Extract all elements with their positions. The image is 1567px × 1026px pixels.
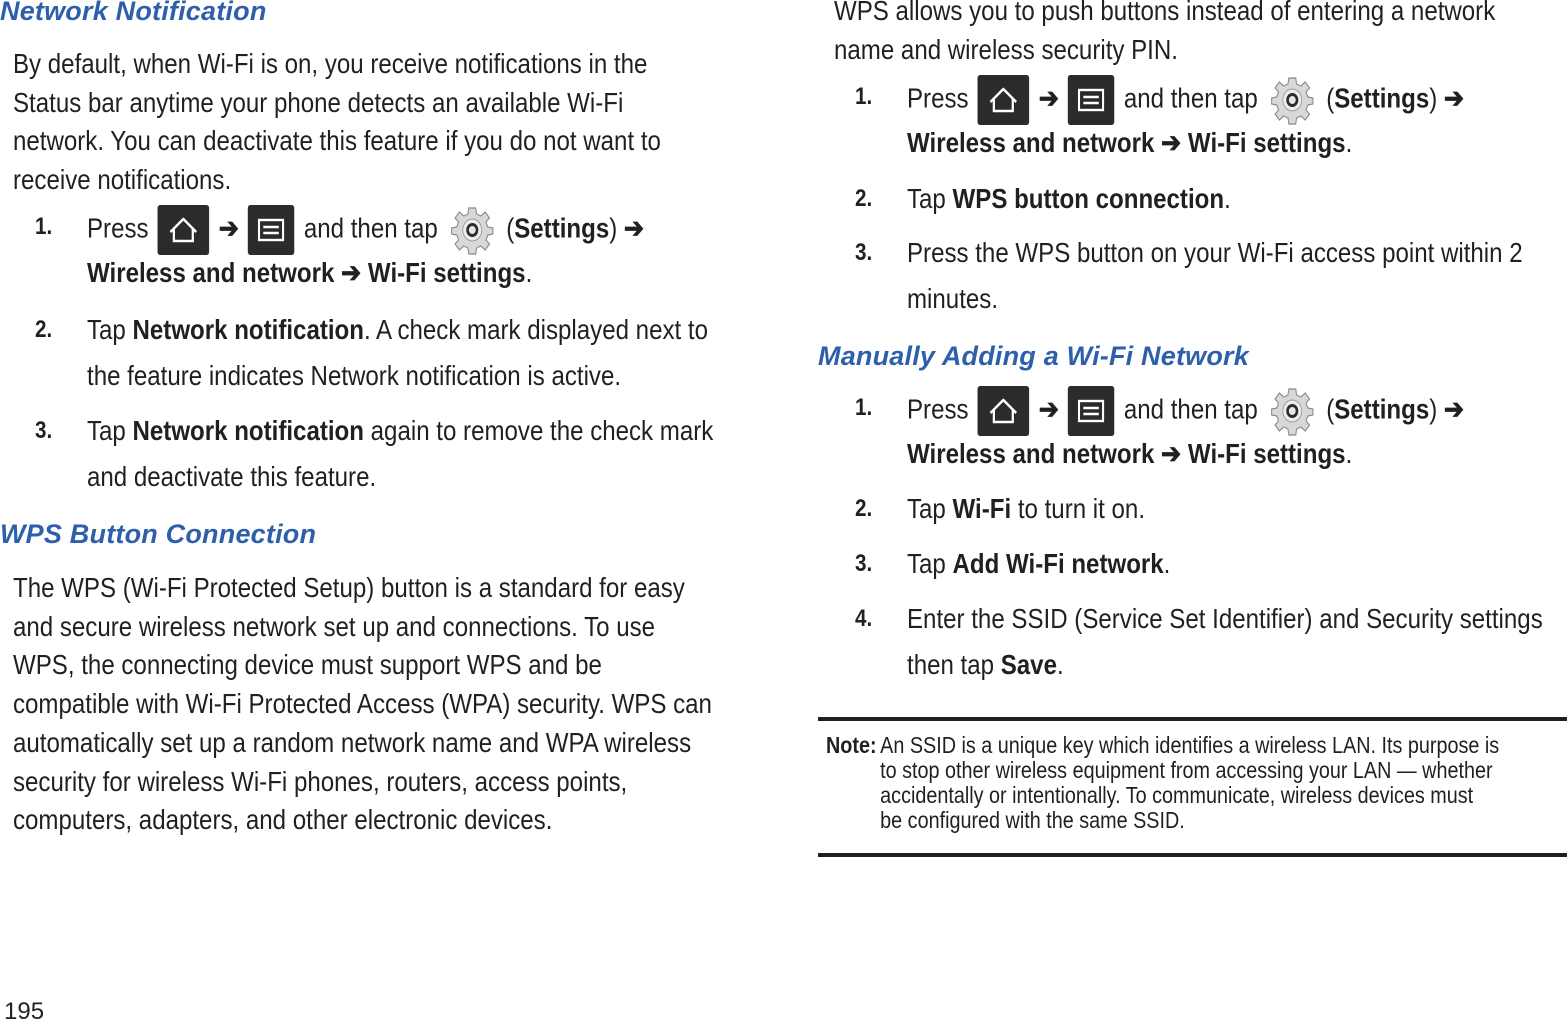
note-text: An SSID is a unique key which identifies a wireless LAN. Its purpose is to stop other wireless equipment from accessing your LAN — whether accidentally or intentionally. To communicate, wireless devices must be configured with the same SSID. <box>880 732 1500 833</box>
note-bottom-rule <box>818 853 1567 857</box>
manual-step-1: 1. Press ➔ and then tap (Settings) ➔ Wireless and network ➔ Wi-Fi settings. <box>855 385 1565 485</box>
home-key-icon <box>977 74 1030 126</box>
step-number: 1. <box>35 213 53 240</box>
wps-intro-paragraph: WPS allows you to push buttons instead of entering a network name and wireless security PIN. <box>834 0 1496 65</box>
settings-gear-icon <box>1266 385 1318 437</box>
step-1: 1. Press ➔ and then tap (Settings) ➔ Wireless and network ➔ Wi-Fi settings. <box>35 204 755 304</box>
note-top-rule <box>818 717 1567 721</box>
menu-key-icon <box>1067 385 1115 437</box>
manual-step-2: 2. Tap Wi-Fi to turn it on. <box>855 493 1146 524</box>
section-heading-manually-adding: Manually Adding a Wi-Fi Network <box>818 341 1249 371</box>
manual-step-3: 3. Tap Add Wi-Fi network. <box>855 548 1171 579</box>
network-notification-paragraph: By default, when Wi-Fi is on, you receive notifications in the Status bar anytime your phone detects an available Wi-Fi network. You can deactivate this feature if you do not want to receive notifications. <box>13 48 661 196</box>
wps-step-3: 3. Press the WPS button on your Wi-Fi access point within 2 minutes. <box>855 237 1523 314</box>
settings-gear-icon <box>446 204 498 256</box>
section-heading-wps-button-connection: WPS Button Connection <box>0 519 317 549</box>
step-2: 2. Tap Network notification. A check mark displayed next to the feature indicates Network notification is active. <box>35 314 708 391</box>
wps-paragraph: The WPS (Wi-Fi Protected Setup) button is a standard for easy and secure wireless network set up and connections. To use WPS, the connecting device must support WPS and be compatible with Wi-Fi Protected Access (WPA) security. WPS can automatically set up a random network name and WPA wireless security for wireless Wi-Fi phones, routers, access points, computers, adapters, and other electronic devices. <box>13 572 712 836</box>
wps-step-1: 1. Press ➔ and then tap (Settings) ➔ Wireless and network ➔ Wi-Fi settings. <box>855 74 1565 174</box>
home-key-icon <box>977 385 1030 437</box>
menu-key-icon <box>247 204 295 256</box>
settings-gear-icon <box>1266 74 1318 126</box>
section-heading-network-notification: Network Notification <box>0 0 267 26</box>
note-label: Note: <box>826 732 877 758</box>
menu-key-icon <box>1067 74 1115 126</box>
manual-step-4: 4. Enter the SSID (Service Set Identifier) and Security settings then tap Save. <box>855 603 1543 680</box>
page-number: 195 <box>4 998 45 1025</box>
wps-step-2: 2. Tap WPS button connection. <box>855 183 1231 214</box>
step-3: 3. Tap Network notification again to remove the check mark and deactivate this feature. <box>35 415 714 492</box>
home-key-icon <box>157 204 210 256</box>
